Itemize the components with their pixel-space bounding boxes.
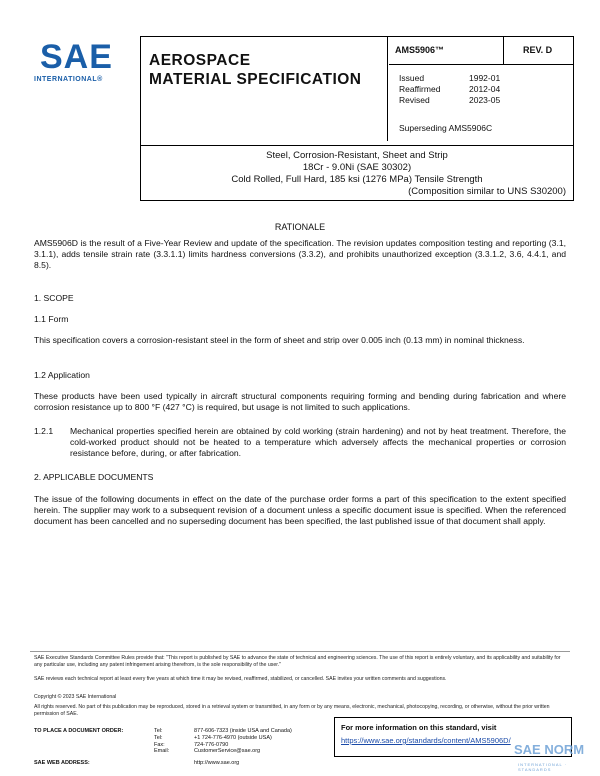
fax-label: Fax: — [154, 741, 165, 748]
sae-logo-subtitle: INTERNATIONAL® — [34, 76, 103, 83]
application-text: These products have been used typically in aircraft structural components requiring forming and bending during fabrication and where corrosion resistance up to 800 °F (427 °C) is required, but usage is not limited to such applications. — [34, 391, 566, 412]
tel2-label: Tel: — [154, 734, 163, 741]
rationale-text: AMS5906D is the result of a Five-Year Review and update of the specification. The revision updates composition testing and reporting (3.1, 3.1.1), adds tensile strain rate (3.3.1.1) limits hardness conversions (3.3.2), and prohibits unauthorized exception (3.3.1.2, 3.6, 4.4.1, and 8.5). — [34, 238, 566, 270]
footer-rights: All rights reserved. No part of this publication may be reproduced, stored in a retrieval system or transmitted, in any form or by any means, electronic, mechanical, photocopying, recording, or otherwise, without the prior written permission of SAE. — [34, 704, 550, 717]
subject-line-2: 18Cr - 9.0Ni (SAE 30302) — [302, 162, 412, 173]
section-application: 1.2 Application — [34, 370, 90, 380]
more-info-link[interactable]: https://www.sae.org/standards/content/AMS5906D/ — [341, 736, 511, 745]
title-line-2: MATERIAL SPECIFICATION — [149, 71, 362, 88]
section-1-2-1-text: Mechanical properties specified herein are obtained by cold working (strain hardening) and not by heat treatment. Therefore, the cold-worked product should not be heated to a temperature which adversely affects the mechanical properties or corrosion resistance before, during, or after fabrication. — [70, 426, 566, 458]
rationale-heading: RATIONALE — [274, 222, 326, 232]
web-link[interactable]: http://www.sae.org — [194, 760, 240, 766]
email-value[interactable]: CustomerService@sae.org — [194, 748, 261, 755]
fax-value: 724-776-0790 — [194, 741, 229, 748]
section-scope: 1. SCOPE — [34, 293, 74, 303]
date-block — [399, 73, 569, 106]
watermark: SAE NORM — [514, 742, 585, 757]
sae-logo — [30, 36, 134, 92]
issued-date: 1992-01 — [469, 73, 501, 83]
superseding-note: Superseding AMS5906C — [399, 123, 493, 133]
web-address — [34, 760, 239, 766]
document-number: AMS5906™ — [395, 45, 445, 55]
revision-cell — [503, 37, 573, 65]
applicable-documents-text: The issue of the following documents in effect on the date of the purchase order forms a part of this specification to the extent specified herein. The supplier may work to a subsequent revision of a document unless a specific document issue is specified. When the referenced document has been cancelled and no superseding document has been specified, the last published issue of that document shall apply. — [34, 494, 566, 526]
more-info-title: For more information on this standard, visit — [341, 723, 497, 732]
revised-label: Revised — [399, 95, 430, 105]
tel-label: Tel: — [154, 728, 163, 734]
revised-date: 2023-05 — [469, 95, 501, 105]
watermark-subtitle: INTERNATIONAL · STANDARDS — [518, 762, 568, 772]
section-form: 1.1 Form — [34, 314, 69, 324]
spec-title — [141, 37, 388, 141]
tel2-value: +1 724-776-4970 (outside USA) — [194, 734, 272, 741]
title-line-1: AEROSPACE — [149, 52, 251, 69]
subject-box — [140, 144, 574, 201]
form-text: This specification covers a corrosion-resistant steel in the form of sheet and strip over 0.005 inch (0.13 mm) in nominal thickness. — [34, 335, 525, 345]
reaffirmed-label: Reaffirmed — [399, 84, 441, 94]
reaffirmed-date: 2012-04 — [469, 84, 501, 94]
subject-line-3: Cold Rolled, Full Hard, 185 ksi (1276 MPa) Tensile Strength — [231, 174, 483, 185]
footer-review: SAE reviews each technical report at least every five years at which time it may be revised, reaffirmed, stabilized, or cancelled. SAE invites your written comments and suggestions. — [34, 676, 447, 682]
footer-divider — [30, 651, 570, 652]
email-label: Email: — [154, 748, 170, 755]
sae-logo-mark: SAE — [40, 38, 113, 76]
footer-rules: SAE Executive Standards Committee Rules provide that: "This report is published by SAE to advance the state of technical and engineering sciences. The use of this report is entirely voluntary, and its applicability and suitability for any particular use, including any patent infringement arising therefrom, is the sole responsibility of the user." — [34, 655, 561, 668]
header-box — [140, 36, 574, 146]
tel-value: 877-606-7323 (inside USA and Canada) — [194, 728, 292, 734]
document-number-cell — [389, 37, 504, 65]
footer-copyright: Copyright © 2023 SAE International — [34, 694, 117, 700]
web-label: SAE WEB ADDRESS: — [34, 760, 90, 766]
order-label: TO PLACE A DOCUMENT ORDER: — [34, 728, 124, 734]
section-1-2-1-number: 1.2.1 — [34, 426, 54, 436]
subject-line-4: (Composition similar to UNS S30200) — [408, 186, 566, 197]
subject-line-1: Steel, Corrosion-Resistant, Sheet and Strip — [266, 150, 448, 161]
issued-label: Issued — [399, 73, 425, 83]
section-applicable-documents: 2. APPLICABLE DOCUMENTS — [34, 472, 154, 482]
order-contact — [34, 728, 292, 755]
revision: REV. D — [523, 45, 553, 55]
